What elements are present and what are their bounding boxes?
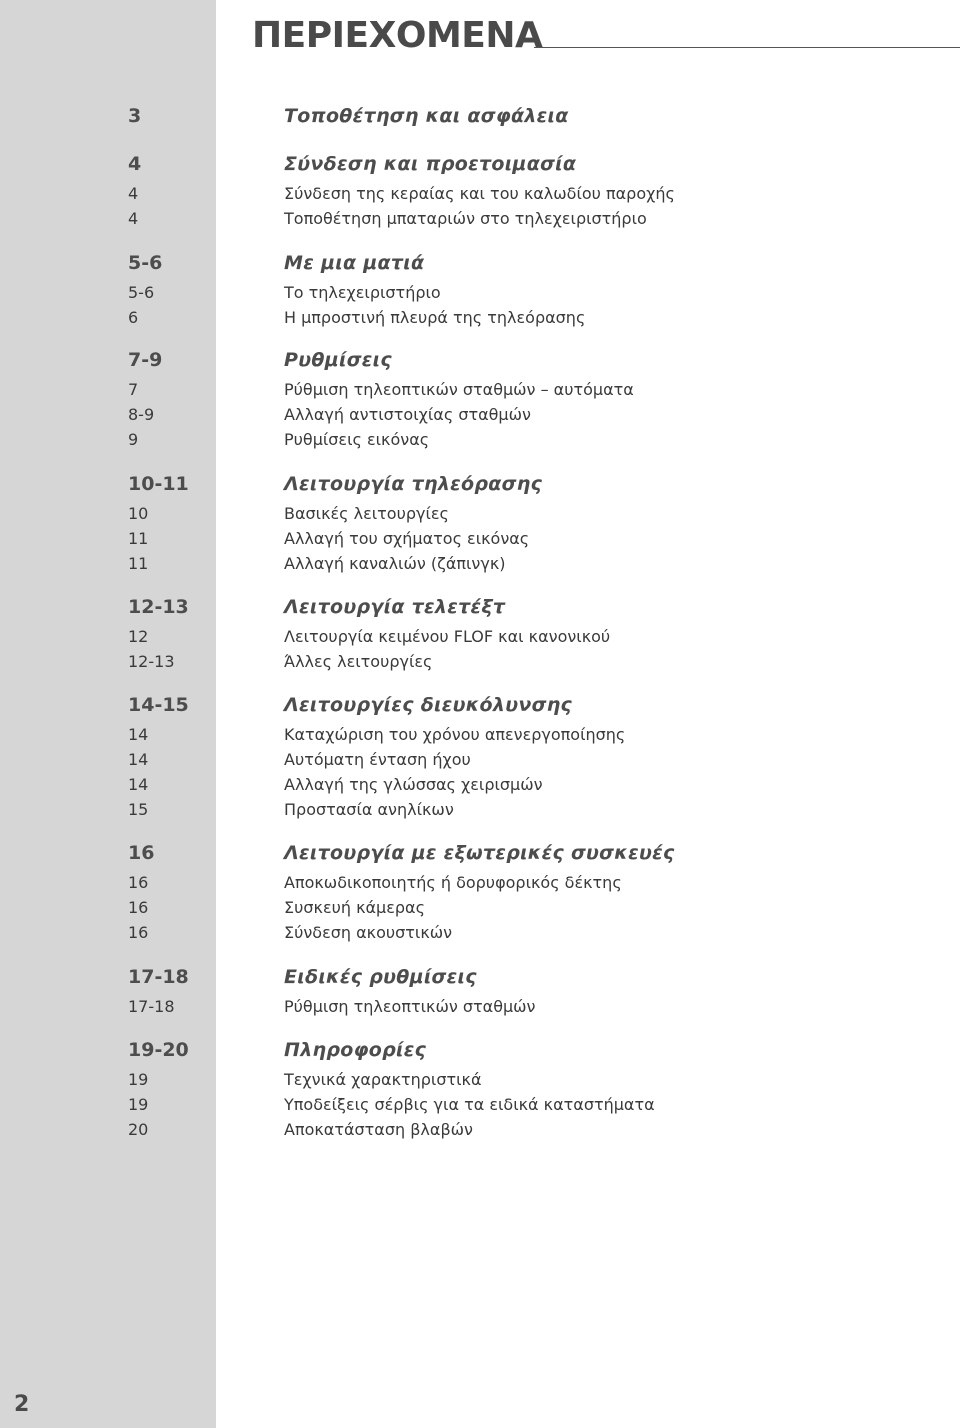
- toc-section: [0, 595, 960, 619]
- toc-page: 4: [128, 184, 139, 203]
- toc-item: [0, 748, 960, 772]
- toc-page: 17-18: [128, 997, 175, 1016]
- toc-item: [0, 527, 960, 551]
- toc-page: 16: [128, 842, 155, 864]
- toc-label: Το τηλεχειριστήριο: [284, 283, 441, 302]
- page-number: 2: [14, 1392, 30, 1417]
- toc-page: 10-11: [128, 473, 189, 495]
- toc-page: 12-13: [128, 652, 175, 671]
- toc-section: [0, 348, 960, 372]
- toc-item: [0, 502, 960, 526]
- toc-section: [0, 104, 960, 128]
- toc-page: 11: [128, 554, 149, 573]
- toc-item: [0, 281, 960, 305]
- toc-item: [0, 428, 960, 452]
- toc-label: Τοποθέτηση και ασφάλεια: [284, 105, 569, 127]
- toc-label: Αλλαγή αντιστοιχίας σταθμών: [284, 405, 531, 424]
- toc-page: 14: [128, 750, 149, 769]
- toc-page: 4: [128, 209, 139, 228]
- toc-label: Ρύθμιση τηλεοπτικών σταθμών: [284, 997, 536, 1016]
- toc-label: Σύνδεση ακουστικών: [284, 923, 453, 942]
- toc-label: Υποδείξεις σέρβις για τα ειδικά καταστήματα: [284, 1095, 655, 1114]
- toc-page: 6: [128, 308, 139, 327]
- page-title: ΠΕΡΙΕΧΟΜΕΝΑ: [252, 15, 543, 56]
- toc-label: Ρυθμίσεις εικόνας: [284, 430, 430, 449]
- toc-label: Λειτουργία κειμένου FLOF και κανονικού: [284, 627, 611, 646]
- toc-page: 12-13: [128, 596, 189, 618]
- toc-page: 17-18: [128, 966, 189, 988]
- toc-label: Λειτουργία με εξωτερικές συσκευές: [284, 842, 675, 864]
- toc-item: [0, 871, 960, 895]
- toc-label: Λειτουργία τηλεόρασης: [284, 473, 543, 495]
- toc-label: Σύνδεση και προετοιμασία: [284, 153, 577, 175]
- toc-item: [0, 182, 960, 206]
- toc-page: 15: [128, 800, 149, 819]
- toc-page: 14: [128, 775, 149, 794]
- toc-item: [0, 1093, 960, 1117]
- toc-label: Άλλες λειτουργίες: [284, 652, 433, 671]
- toc-page: 16: [128, 873, 149, 892]
- toc-item: [0, 773, 960, 797]
- title-rule: [534, 47, 960, 48]
- toc-label: Λειτουργία τελετέξτ: [284, 596, 506, 618]
- toc-label: Τοποθέτηση μπαταριών στο τηλεχειριστήριο: [284, 209, 647, 228]
- toc-item: [0, 896, 960, 920]
- toc-item: [0, 995, 960, 1019]
- toc-item: [0, 723, 960, 747]
- toc-page: 16: [128, 923, 149, 942]
- toc-section: [0, 693, 960, 717]
- toc-label: Με μια ματιά: [284, 252, 425, 274]
- toc-label: Αλλαγή καναλιών (ζάπινγκ): [284, 554, 506, 573]
- toc-page: 19: [128, 1095, 149, 1114]
- toc-label: Ρυθμίσεις: [284, 349, 392, 371]
- heading-block: [252, 14, 960, 62]
- toc-label: Αποκωδικοποιητής ή δορυφορικός δέκτης: [284, 873, 622, 892]
- toc-label: Αλλαγή του σχήματος εικόνας: [284, 529, 530, 548]
- toc-page: 7: [128, 380, 139, 399]
- toc-label: Πληροφορίες: [284, 1039, 427, 1061]
- toc-item: [0, 625, 960, 649]
- toc-page: 5-6: [128, 252, 163, 274]
- toc-label: Συσκευή κάμερας: [284, 898, 425, 917]
- toc-label: Τεχνικά χαρακτηριστικά: [284, 1070, 482, 1089]
- toc-page: 14: [128, 725, 149, 744]
- toc-item: [0, 921, 960, 945]
- toc-label: Καταχώριση του χρόνου απενεργοποίησης: [284, 725, 626, 744]
- toc-page: 8-9: [128, 405, 155, 424]
- toc-item: [0, 1118, 960, 1142]
- toc-page: 3: [128, 105, 142, 127]
- toc-item: [0, 306, 960, 330]
- toc-label: Η μπροστινή πλευρά της τηλεόρασης: [284, 308, 586, 327]
- toc-label: Σύνδεση της κεραίας και του καλωδίου παροχής: [284, 184, 675, 203]
- toc-page: 12: [128, 627, 149, 646]
- toc-section: [0, 472, 960, 496]
- toc-label: Βασικές λειτουργίες: [284, 504, 449, 523]
- toc-page: 5-6: [128, 283, 155, 302]
- toc-page: 4: [128, 153, 142, 175]
- toc-section: [0, 965, 960, 989]
- toc-label: Προστασία ανηλίκων: [284, 800, 454, 819]
- toc-section: [0, 841, 960, 865]
- toc-page: 19: [128, 1070, 149, 1089]
- toc-page: 10: [128, 504, 149, 523]
- toc-label: Αυτόματη ένταση ήχου: [284, 750, 471, 769]
- toc-page: 16: [128, 898, 149, 917]
- toc-label: Αποκατάσταση βλαβών: [284, 1120, 473, 1139]
- toc-page: 19-20: [128, 1039, 189, 1061]
- toc-section: [0, 1038, 960, 1062]
- toc-section: [0, 251, 960, 275]
- toc-page: 7-9: [128, 349, 163, 371]
- toc-page: 9: [128, 430, 139, 449]
- toc-item: [0, 552, 960, 576]
- toc-item: [0, 207, 960, 231]
- toc-label: Αλλαγή της γλώσσας χειρισμών: [284, 775, 543, 794]
- toc-item: [0, 403, 960, 427]
- toc-page: 14-15: [128, 694, 189, 716]
- toc-section: [0, 152, 960, 176]
- toc-page: 20: [128, 1120, 149, 1139]
- toc-item: [0, 650, 960, 674]
- toc-label: Ρύθμιση τηλεοπτικών σταθμών – αυτόματα: [284, 380, 634, 399]
- toc-page: 11: [128, 529, 149, 548]
- toc-label: Λειτουργίες διευκόλυνσης: [284, 694, 573, 716]
- toc-item: [0, 798, 960, 822]
- toc-item: [0, 1068, 960, 1092]
- toc-item: [0, 378, 960, 402]
- toc-label: Ειδικές ρυθμίσεις: [284, 966, 477, 988]
